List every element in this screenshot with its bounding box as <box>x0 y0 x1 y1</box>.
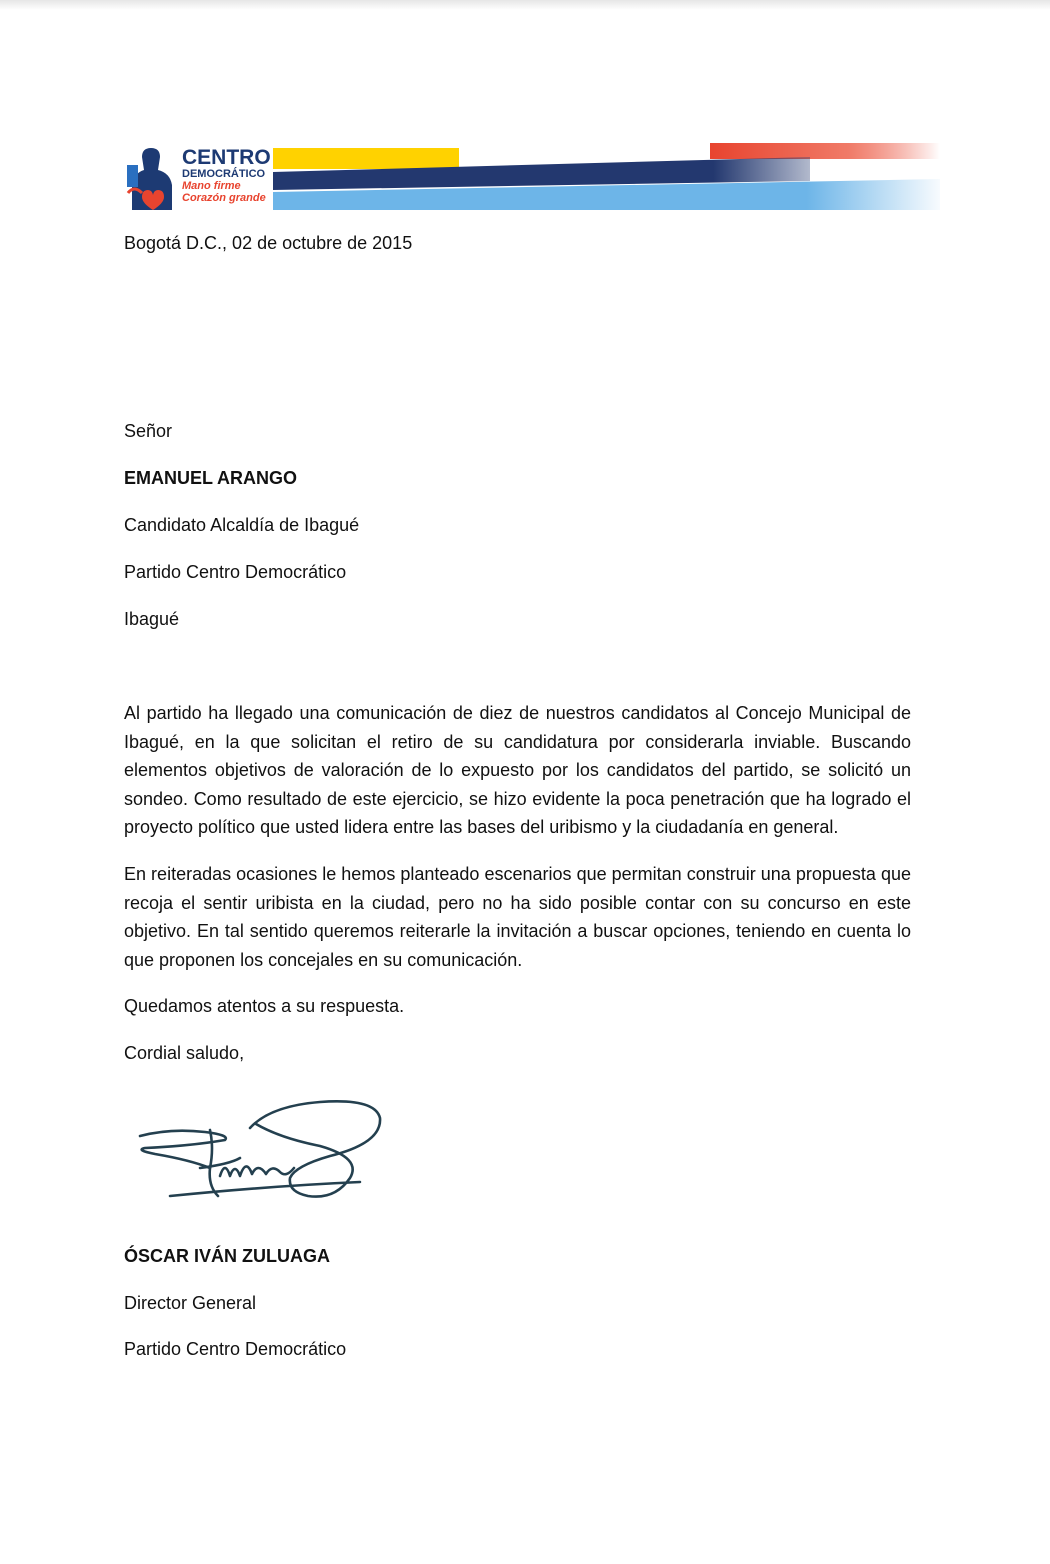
recipient-city: Ibagué <box>124 609 180 629</box>
handwritten-signature <box>130 1088 390 1223</box>
closing-salutation: Cordial saludo, <box>124 1043 245 1063</box>
signer-name: ÓSCAR IVÁN ZULUAGA <box>124 1246 330 1266</box>
page-top-edge <box>0 0 1050 10</box>
signer-title: Director General <box>124 1293 257 1313</box>
recipient-party: Partido Centro Democrático <box>124 562 347 582</box>
closing-line: Quedamos atentos a su respuesta. <box>124 996 405 1016</box>
party-emblem-icon <box>125 148 177 210</box>
body-paragraph-1: Al partido ha llegado una comunicación de diez de nuestros candidatos al Concejo Municipal de Ibagué, en la que solicitan el retiro de su candidatura por considerarla inviable. Buscando elementos objetivos de valoración de lo expuesto por los candidatos del partido, se solicitó un sondeo. Como resultado de este ejercicio, se hizo evidente la poca penetración que ha logrado el proyecto político que usted lidera entre las bases del uribismo y la ciudadanía en general. <box>124 703 911 837</box>
logo-slogan-line1: Mano firme <box>182 180 241 192</box>
signer-party: Partido Centro Democrático <box>124 1339 347 1359</box>
logo-slogan-line2: Corazón grande <box>182 192 266 204</box>
body-paragraph-2: En reiteradas ocasiones le hemos planteado escenarios que permitan construir una propuesta que recoja el sentir uribista en la ciudad, pero no ha sido posible contar con su concurso en este objetivo. En tal sentido queremos reiterarle la invitación a buscar opciones, teniendo en cuenta lo que proponen los concejales en su comunicación. <box>124 864 911 970</box>
recipient-name: EMANUEL ARANGO <box>124 468 298 488</box>
salutation: Señor <box>124 421 173 441</box>
party-logo-text <box>182 147 271 204</box>
signature-icon <box>130 1088 390 1223</box>
logo-line-centro: CENTRO <box>182 146 271 169</box>
letterhead <box>120 135 940 220</box>
letter-date: Bogotá D.C., 02 de octubre de 2015 <box>124 233 413 253</box>
logo-line-democratico: DEMOCRÁTICO <box>182 168 266 180</box>
recipient-title: Candidato Alcaldía de Ibagué <box>124 515 360 535</box>
